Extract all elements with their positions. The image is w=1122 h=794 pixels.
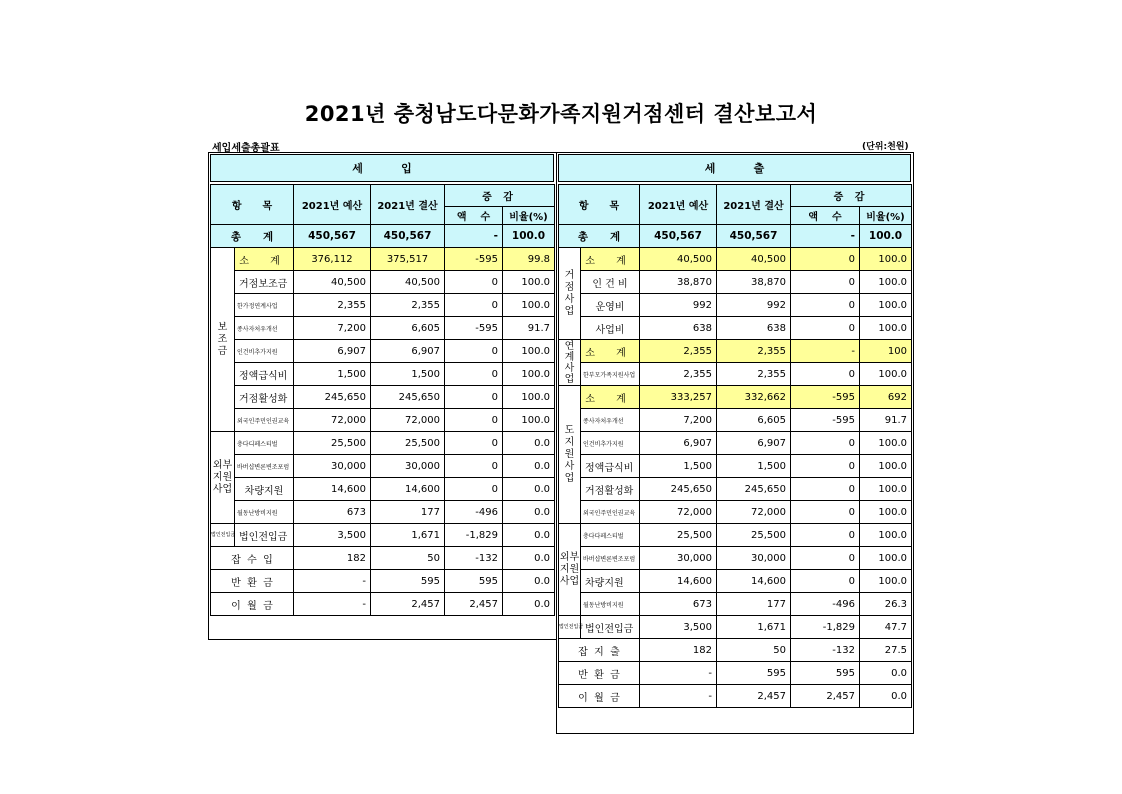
row-actual: 245,650: [371, 386, 445, 409]
row-label: 월동난방비지원: [235, 501, 294, 524]
row-diff: -1,829: [445, 524, 503, 547]
row-budget: 3,500: [640, 616, 717, 639]
table-row: [211, 501, 555, 524]
row-budget: 638: [640, 317, 717, 340]
expense-col-budget: 2021년 예산: [640, 185, 717, 225]
row-budget: 72,000: [294, 409, 371, 432]
row-diff: 0: [791, 547, 860, 570]
row-budget: 2,355: [640, 340, 717, 363]
row-label: 종사자처우개선: [581, 409, 640, 432]
table-row: [211, 294, 555, 317]
row-diff: 0: [791, 455, 860, 478]
row-budget: 2,355: [294, 294, 371, 317]
row-budget: 40,500: [640, 248, 717, 271]
row-actual: 40,500: [371, 271, 445, 294]
row-ratio: 692: [860, 386, 912, 409]
row-budget: 25,500: [294, 432, 371, 455]
row-ratio: 100.0: [860, 317, 912, 340]
income-col-amount: 액 수: [445, 207, 503, 225]
row-label: 거점활성화: [581, 478, 640, 501]
row-ratio: 0.0: [860, 685, 912, 708]
row-actual: 992: [717, 294, 791, 317]
row-label: 정액급식비: [581, 455, 640, 478]
table-row: [559, 524, 912, 547]
row-ratio: 0.0: [503, 501, 555, 524]
row-actual: 1,500: [717, 455, 791, 478]
expense-col-amount: 액 수: [791, 207, 860, 225]
expense-group-province: 도 지 원 사 업: [559, 386, 581, 524]
unit-label: (단위:천원): [862, 142, 909, 152]
row-label: 충다다페스티벌: [581, 524, 640, 547]
income-group-external: 외부 지원 사업: [211, 432, 235, 524]
row-diff: 0: [791, 271, 860, 294]
row-budget: 182: [294, 547, 371, 570]
expense-band-label: 세 출: [704, 162, 765, 175]
row-ratio: 100.0: [860, 570, 912, 593]
expense-group-external: 외부 지원 사업: [559, 524, 581, 616]
row-label: 차량지원: [235, 478, 294, 501]
row-ratio: 100.0: [860, 294, 912, 317]
row-label: 바버샵변론변조포럼: [235, 455, 294, 478]
row-ratio: 100.0: [860, 547, 912, 570]
row-actual: 30,000: [371, 455, 445, 478]
table-row: [211, 478, 555, 501]
row-actual: 6,907: [371, 340, 445, 363]
row-label: 인건비추가지원: [581, 432, 640, 455]
row-budget: 14,600: [640, 570, 717, 593]
expense-total-actual: 450,567: [717, 225, 791, 248]
row-label: 법인전입금: [581, 616, 640, 639]
row-diff: -595: [445, 317, 503, 340]
row-ratio: 100.0: [860, 524, 912, 547]
row-budget: -: [294, 570, 371, 593]
table-row: [211, 455, 555, 478]
row-budget: 7,200: [640, 409, 717, 432]
row-budget: 1,500: [294, 363, 371, 386]
row-actual: 2,355: [717, 363, 791, 386]
row-diff: 0: [445, 386, 503, 409]
row-label: 반 환 금: [211, 570, 294, 593]
table-row: [559, 639, 912, 662]
row-diff: 0: [445, 271, 503, 294]
row-diff: 0: [791, 524, 860, 547]
row-actual: 50: [371, 547, 445, 570]
row-actual: 14,600: [717, 570, 791, 593]
table-row: [211, 317, 555, 340]
row-ratio: 0.0: [503, 478, 555, 501]
row-actual: 1,500: [371, 363, 445, 386]
row-actual: 14,600: [371, 478, 445, 501]
table-row: [559, 248, 912, 271]
row-actual: 245,650: [717, 478, 791, 501]
row-diff: -: [791, 340, 860, 363]
row-budget: 245,650: [640, 478, 717, 501]
row-diff: 595: [791, 662, 860, 685]
row-budget: 673: [294, 501, 371, 524]
income-col-actual: 2021년 결산: [371, 185, 445, 225]
row-ratio: 100.0: [503, 294, 555, 317]
row-label: 종사자처우개선: [235, 317, 294, 340]
row-label: 소 계: [581, 248, 640, 271]
row-label: 사업비: [581, 317, 640, 340]
row-actual: 595: [717, 662, 791, 685]
row-diff: 0: [445, 294, 503, 317]
row-diff: 595: [445, 570, 503, 593]
expense-total-row: [559, 225, 912, 248]
row-budget: 3,500: [294, 524, 371, 547]
row-ratio: 0.0: [503, 593, 555, 616]
row-ratio: 100.0: [860, 248, 912, 271]
row-ratio: 100.0: [503, 340, 555, 363]
row-ratio: 0.0: [503, 547, 555, 570]
table-row: [211, 386, 555, 409]
row-diff: 0: [791, 363, 860, 386]
row-diff: 0: [445, 409, 503, 432]
table-row: [211, 340, 555, 363]
row-label: 소 계: [581, 386, 640, 409]
row-actual: 6,907: [717, 432, 791, 455]
row-label: 이 월 금: [559, 685, 640, 708]
row-diff: 0: [791, 432, 860, 455]
row-diff: 0: [445, 432, 503, 455]
expense-total-diff: -: [791, 225, 860, 248]
income-total-diff: -: [445, 225, 503, 248]
row-budget: 6,907: [294, 340, 371, 363]
row-label: 바버샵변론변조포럼: [581, 547, 640, 570]
income-col-item: 항 목: [211, 185, 294, 225]
row-ratio: 100.0: [860, 478, 912, 501]
row-ratio: 0.0: [860, 662, 912, 685]
table-row: [211, 432, 555, 455]
table-row: [559, 616, 912, 639]
row-actual: 177: [717, 593, 791, 616]
row-diff: 0: [445, 363, 503, 386]
row-ratio: 100.0: [860, 455, 912, 478]
table-row: [559, 294, 912, 317]
row-budget: 992: [640, 294, 717, 317]
row-actual: 1,671: [717, 616, 791, 639]
table-row: [211, 547, 555, 570]
row-ratio: 100.0: [860, 363, 912, 386]
income-table: [210, 184, 555, 616]
table-row: [559, 547, 912, 570]
expense-group-base: 거 점 사 업: [559, 248, 581, 340]
row-diff: 0: [791, 478, 860, 501]
sheet-subtitle: 세입세출총괄표: [212, 143, 280, 154]
income-total-ratio: 100.0: [503, 225, 555, 248]
row-actual: 2,355: [717, 340, 791, 363]
row-diff: 2,457: [791, 685, 860, 708]
row-label: 잡 지 출: [559, 639, 640, 662]
row-ratio: 0.0: [503, 570, 555, 593]
row-ratio: 47.7: [860, 616, 912, 639]
row-actual: 6,605: [717, 409, 791, 432]
row-budget: 2,355: [640, 363, 717, 386]
row-diff: -496: [791, 593, 860, 616]
row-diff: 0: [791, 317, 860, 340]
row-diff: -595: [791, 386, 860, 409]
row-label: 소 계: [235, 248, 294, 271]
row-actual: 25,500: [717, 524, 791, 547]
row-diff: 0: [791, 501, 860, 524]
table-row: [211, 570, 555, 593]
income-col-change: 증 감: [445, 185, 555, 207]
row-budget: -: [640, 685, 717, 708]
row-label: 인 건 비: [581, 271, 640, 294]
table-row: [559, 409, 912, 432]
row-diff: 0: [445, 478, 503, 501]
row-label: 외국인주민인권교육: [235, 409, 294, 432]
table-row: [559, 570, 912, 593]
income-total-label: 총 계: [211, 225, 294, 248]
table-row: [211, 363, 555, 386]
report-title: 2021년 충청남도다문화가족지원거점센터 결산보고서: [304, 102, 818, 126]
income-group-subsidy: 보 조 금: [211, 248, 235, 432]
table-row: [559, 662, 912, 685]
table-row: [559, 478, 912, 501]
row-diff: -132: [445, 547, 503, 570]
row-label: 소 계: [581, 340, 640, 363]
table-row: [211, 271, 555, 294]
income-total-row: [211, 225, 555, 248]
expense-total-budget: 450,567: [640, 225, 717, 248]
row-label: 외국인주민인권교육: [581, 501, 640, 524]
row-actual: 6,605: [371, 317, 445, 340]
table-row: [559, 363, 912, 386]
table-row: [559, 340, 912, 363]
table-row: [559, 432, 912, 455]
row-ratio: 100: [860, 340, 912, 363]
expense-col-ratio: 비율(%): [860, 207, 912, 225]
row-label: 한가정연계사업: [235, 294, 294, 317]
income-col-budget: 2021년 예산: [294, 185, 371, 225]
row-label: 인건비추가지원: [235, 340, 294, 363]
row-ratio: 26.3: [860, 593, 912, 616]
expense-total-ratio: 100.0: [860, 225, 912, 248]
row-diff: 0: [791, 294, 860, 317]
row-actual: 638: [717, 317, 791, 340]
row-budget: 1,500: [640, 455, 717, 478]
table-row: [211, 593, 555, 616]
expense-table: [558, 184, 912, 708]
row-label: 운영비: [581, 294, 640, 317]
row-actual: 38,870: [717, 271, 791, 294]
row-budget: 14,600: [294, 478, 371, 501]
row-label: 법인전입금: [235, 524, 294, 547]
row-diff: 0: [791, 248, 860, 271]
income-col-ratio: 비율(%): [503, 207, 555, 225]
table-row: [211, 524, 555, 547]
row-label: 월동난방비지원: [581, 593, 640, 616]
row-actual: 332,662: [717, 386, 791, 409]
row-actual: 375,517: [371, 248, 445, 271]
row-budget: 245,650: [294, 386, 371, 409]
row-actual: 50: [717, 639, 791, 662]
row-diff: -132: [791, 639, 860, 662]
row-diff: 0: [445, 340, 503, 363]
table-row: [559, 501, 912, 524]
table-row: [211, 248, 555, 271]
row-ratio: 0.0: [503, 524, 555, 547]
expense-corp-side-label: 법인전입금: [559, 616, 581, 639]
row-budget: 7,200: [294, 317, 371, 340]
row-ratio: 91.7: [860, 409, 912, 432]
row-label: 정액급식비: [235, 363, 294, 386]
row-actual: 2,355: [371, 294, 445, 317]
row-ratio: 100.0: [503, 386, 555, 409]
row-label: 차량지원: [581, 570, 640, 593]
row-diff: 0: [791, 570, 860, 593]
row-budget: 30,000: [294, 455, 371, 478]
row-ratio: 0.0: [503, 455, 555, 478]
row-diff: -595: [791, 409, 860, 432]
row-budget: 6,907: [640, 432, 717, 455]
row-budget: 182: [640, 639, 717, 662]
row-ratio: 100.0: [503, 409, 555, 432]
row-budget: 673: [640, 593, 717, 616]
expense-group-link: 연 계 사 업: [559, 340, 581, 386]
row-budget: 40,500: [294, 271, 371, 294]
row-actual: 25,500: [371, 432, 445, 455]
row-ratio: 0.0: [503, 432, 555, 455]
row-actual: 72,000: [717, 501, 791, 524]
row-ratio: 27.5: [860, 639, 912, 662]
table-row: [559, 593, 912, 616]
row-actual: 30,000: [717, 547, 791, 570]
row-actual: 2,457: [717, 685, 791, 708]
row-ratio: 100.0: [503, 363, 555, 386]
table-row: [559, 317, 912, 340]
row-label: 충다디페스티벌: [235, 432, 294, 455]
expense-header-band: [558, 154, 911, 182]
row-budget: 72,000: [640, 501, 717, 524]
row-budget: 30,000: [640, 547, 717, 570]
row-actual: 177: [371, 501, 445, 524]
row-diff: 2,457: [445, 593, 503, 616]
table-row: [559, 685, 912, 708]
row-diff: -1,829: [791, 616, 860, 639]
row-label: 거점보조금: [235, 271, 294, 294]
row-budget: 25,500: [640, 524, 717, 547]
row-actual: 595: [371, 570, 445, 593]
row-actual: 2,457: [371, 593, 445, 616]
table-row: [559, 386, 912, 409]
row-budget: 38,870: [640, 271, 717, 294]
row-actual: 40,500: [717, 248, 791, 271]
income-total-actual: 450,567: [371, 225, 445, 248]
row-actual: 72,000: [371, 409, 445, 432]
row-ratio: 99.8: [503, 248, 555, 271]
income-total-budget: 450,567: [294, 225, 371, 248]
table-row: [211, 409, 555, 432]
income-header-band: [210, 154, 554, 182]
table-row: [559, 455, 912, 478]
row-ratio: 91.7: [503, 317, 555, 340]
row-diff: -496: [445, 501, 503, 524]
row-ratio: 100.0: [503, 271, 555, 294]
income-band-label: 세 입: [352, 162, 412, 175]
row-budget: 333,257: [640, 386, 717, 409]
row-label: 이 월 금: [211, 593, 294, 616]
table-row: [559, 271, 912, 294]
row-budget: 376,112: [294, 248, 371, 271]
row-budget: -: [294, 593, 371, 616]
row-ratio: 100.0: [860, 432, 912, 455]
income-corp-side-label: 법인전입금: [211, 524, 235, 547]
expense-col-item: 항 목: [559, 185, 640, 225]
row-budget: -: [640, 662, 717, 685]
row-actual: 1,671: [371, 524, 445, 547]
row-diff: -595: [445, 248, 503, 271]
row-ratio: 100.0: [860, 501, 912, 524]
row-label: 반 환 금: [559, 662, 640, 685]
row-ratio: 100.0: [860, 271, 912, 294]
row-label: 한부모가족지원사업: [581, 363, 640, 386]
expense-col-change: 증 감: [791, 185, 912, 207]
expense-col-actual: 2021년 결산: [717, 185, 791, 225]
row-label: 거점활성화: [235, 386, 294, 409]
expense-total-label: 총 계: [559, 225, 640, 248]
row-diff: 0: [445, 455, 503, 478]
row-label: 잡 수 입: [211, 547, 294, 570]
